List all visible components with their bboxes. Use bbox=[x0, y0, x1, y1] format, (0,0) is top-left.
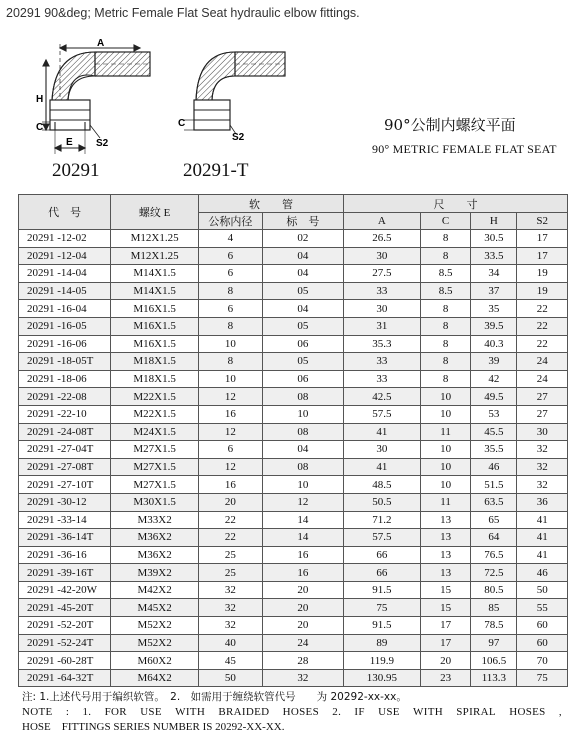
table-cell: 16 bbox=[199, 476, 263, 494]
dim-c-label-t: C bbox=[178, 118, 186, 129]
table-row bbox=[19, 458, 568, 476]
table-cell: 30 bbox=[517, 423, 568, 441]
table-cell: 22 bbox=[199, 511, 263, 529]
table-cell: 02 bbox=[262, 230, 343, 248]
table-cell: 49.5 bbox=[471, 388, 517, 406]
note-english-line1 bbox=[22, 705, 562, 720]
note-word: WITH bbox=[175, 706, 206, 718]
table-cell: 05 bbox=[262, 282, 343, 300]
table-cell: 97 bbox=[471, 634, 517, 652]
drawing-20291-t bbox=[184, 52, 285, 134]
table-cell: 30 bbox=[343, 247, 420, 265]
table-cell: 10 bbox=[420, 388, 471, 406]
table-cell: 8 bbox=[420, 370, 471, 388]
table-cell: 57.5 bbox=[343, 405, 420, 423]
table-row bbox=[19, 265, 568, 283]
table-cell: 06 bbox=[262, 335, 343, 353]
table-cell: 14 bbox=[262, 511, 343, 529]
table-cell: 50 bbox=[517, 581, 568, 599]
table-cell: 57.5 bbox=[343, 529, 420, 547]
table-cell: 04 bbox=[262, 441, 343, 459]
table-cell: 20 bbox=[262, 617, 343, 635]
table-cell: 10 bbox=[420, 458, 471, 476]
table-cell: 41 bbox=[517, 529, 568, 547]
table-cell: M14X1.5 bbox=[111, 265, 199, 283]
table-cell: 41 bbox=[517, 546, 568, 564]
table-row bbox=[19, 388, 568, 406]
table-cell: 06 bbox=[262, 370, 343, 388]
table-cell: 20291 -42-20W bbox=[19, 581, 111, 599]
table-row bbox=[19, 317, 568, 335]
table-cell: 130.95 bbox=[343, 669, 420, 687]
table-row bbox=[19, 599, 568, 617]
caption-20291: 20291 bbox=[52, 160, 100, 181]
table-cell: 13 bbox=[420, 529, 471, 547]
table-cell: 24 bbox=[517, 353, 568, 371]
table-cell: M22X1.5 bbox=[111, 388, 199, 406]
table-cell: 32 bbox=[199, 599, 263, 617]
table-cell: 20291 -60-28T bbox=[19, 652, 111, 670]
table-cell: 8.5 bbox=[420, 282, 471, 300]
table-cell: 10 bbox=[420, 441, 471, 459]
table-cell: M36X2 bbox=[111, 529, 199, 547]
table-cell: 35.3 bbox=[343, 335, 420, 353]
table-cell: 75 bbox=[343, 599, 420, 617]
table-cell: 20291 -27-10T bbox=[19, 476, 111, 494]
table-cell: 51.5 bbox=[471, 476, 517, 494]
table-cell: 04 bbox=[262, 300, 343, 318]
table-cell: 12 bbox=[262, 493, 343, 511]
table-cell: 19 bbox=[517, 282, 568, 300]
table-cell: M64X2 bbox=[111, 669, 199, 687]
table-cell: 33 bbox=[343, 353, 420, 371]
table-cell: 45.5 bbox=[471, 423, 517, 441]
header-thread: 螺纹 E bbox=[111, 195, 199, 230]
table-cell: 20291 -27-08T bbox=[19, 458, 111, 476]
table-cell: 31 bbox=[343, 317, 420, 335]
table-cell: M16X1.5 bbox=[111, 335, 199, 353]
table-cell: 30 bbox=[343, 300, 420, 318]
table-cell: 20291 -12-02 bbox=[19, 230, 111, 248]
table-cell: M16X1.5 bbox=[111, 317, 199, 335]
table-cell: 12 bbox=[199, 388, 263, 406]
table-cell: M36X2 bbox=[111, 546, 199, 564]
table-cell: 39.5 bbox=[471, 317, 517, 335]
table-cell: M42X2 bbox=[111, 581, 199, 599]
table-cell: 20291 -18-06 bbox=[19, 370, 111, 388]
table-cell: 20 bbox=[199, 493, 263, 511]
table-cell: 8 bbox=[420, 300, 471, 318]
table-cell: M14X1.5 bbox=[111, 282, 199, 300]
table-cell: 60 bbox=[517, 634, 568, 652]
table-cell: M22X1.5 bbox=[111, 405, 199, 423]
table-cell: M12X1.25 bbox=[111, 247, 199, 265]
header-h: H bbox=[471, 213, 517, 230]
table-cell: M39X2 bbox=[111, 564, 199, 582]
header-hose: 软 管 bbox=[199, 195, 344, 213]
table-cell: 91.5 bbox=[343, 581, 420, 599]
table-cell: 37 bbox=[471, 282, 517, 300]
table-cell: 33 bbox=[343, 282, 420, 300]
table-cell: 63.5 bbox=[471, 493, 517, 511]
table-cell: 65 bbox=[471, 511, 517, 529]
table-cell: 12 bbox=[199, 423, 263, 441]
table-row bbox=[19, 617, 568, 635]
table-cell: 20291 -24-08T bbox=[19, 423, 111, 441]
table-row bbox=[19, 441, 568, 459]
table-cell: 22 bbox=[517, 300, 568, 318]
table-cell: 20291 -36-14T bbox=[19, 529, 111, 547]
table-cell: M33X2 bbox=[111, 511, 199, 529]
table-cell: 8 bbox=[199, 282, 263, 300]
table-cell: 24 bbox=[517, 370, 568, 388]
table-cell: 119.9 bbox=[343, 652, 420, 670]
header-size: 尺 寸 bbox=[343, 195, 567, 213]
note-word: NOTE bbox=[22, 706, 53, 718]
table-cell: 8 bbox=[420, 353, 471, 371]
table-cell: 35.5 bbox=[471, 441, 517, 459]
table-cell: 15 bbox=[420, 581, 471, 599]
table-cell: 20291 -16-06 bbox=[19, 335, 111, 353]
table-cell: 8 bbox=[420, 230, 471, 248]
spec-table-body bbox=[19, 230, 568, 687]
table-cell: M52X2 bbox=[111, 617, 199, 635]
table-cell: 30 bbox=[343, 441, 420, 459]
table-cell: 24 bbox=[262, 634, 343, 652]
table-cell: 25 bbox=[199, 564, 263, 582]
table-row bbox=[19, 634, 568, 652]
dim-a-label: A bbox=[97, 38, 105, 49]
table-cell: 20291 -45-20T bbox=[19, 599, 111, 617]
table-row bbox=[19, 353, 568, 371]
table-cell: 75 bbox=[517, 669, 568, 687]
table-cell: 33 bbox=[343, 370, 420, 388]
table-cell: 30.5 bbox=[471, 230, 517, 248]
table-cell: 85 bbox=[471, 599, 517, 617]
table-cell: 20291 -52-24T bbox=[19, 634, 111, 652]
table-row bbox=[19, 493, 568, 511]
table-cell: 17 bbox=[420, 634, 471, 652]
table-cell: 8 bbox=[420, 247, 471, 265]
table-cell: 13 bbox=[420, 511, 471, 529]
table-cell: 20291 -18-05T bbox=[19, 353, 111, 371]
table-row bbox=[19, 335, 568, 353]
table-cell: 20291 -14-04 bbox=[19, 265, 111, 283]
table-row bbox=[19, 669, 568, 687]
table-cell: 20291 -64-32T bbox=[19, 669, 111, 687]
header-hose-dn: 公称内径 bbox=[199, 213, 263, 230]
table-cell: 22 bbox=[199, 529, 263, 547]
table-cell: 22 bbox=[517, 335, 568, 353]
table-cell: 35 bbox=[471, 300, 517, 318]
table-cell: 20291 -36-16 bbox=[19, 546, 111, 564]
table-cell: 32 bbox=[199, 581, 263, 599]
note-word: IF bbox=[354, 706, 365, 718]
table-row bbox=[19, 652, 568, 670]
table-cell: 11 bbox=[420, 493, 471, 511]
table-cell: 60 bbox=[517, 617, 568, 635]
table-cell: 32 bbox=[517, 476, 568, 494]
note-word: , bbox=[558, 706, 562, 718]
table-row bbox=[19, 564, 568, 582]
table-cell: 46 bbox=[517, 564, 568, 582]
table-cell: 80.5 bbox=[471, 581, 517, 599]
table-cell: 16 bbox=[199, 405, 263, 423]
table-cell: 8 bbox=[420, 335, 471, 353]
table-cell: M30X1.5 bbox=[111, 493, 199, 511]
table-cell: 72.5 bbox=[471, 564, 517, 582]
table-cell: 48.5 bbox=[343, 476, 420, 494]
table-cell: 42 bbox=[471, 370, 517, 388]
table-cell: 05 bbox=[262, 353, 343, 371]
table-cell: 40 bbox=[199, 634, 263, 652]
table-row bbox=[19, 581, 568, 599]
table-cell: 66 bbox=[343, 546, 420, 564]
table-cell: 64 bbox=[471, 529, 517, 547]
table-row bbox=[19, 370, 568, 388]
table-cell: 14 bbox=[262, 529, 343, 547]
table-cell: 8 bbox=[420, 317, 471, 335]
table-cell: 6 bbox=[199, 441, 263, 459]
dim-c-label: C bbox=[36, 122, 44, 133]
table-cell: 4 bbox=[199, 230, 263, 248]
table-row bbox=[19, 300, 568, 318]
note-word: HOSES bbox=[282, 706, 319, 718]
table-cell: 20291 -52-20T bbox=[19, 617, 111, 635]
table-cell: 70 bbox=[517, 652, 568, 670]
note-english-line2: HOSE FITTINGS SERIES NUMBER IS 20292-XX-XX. bbox=[22, 721, 285, 733]
table-cell: 08 bbox=[262, 423, 343, 441]
table-cell: 04 bbox=[262, 247, 343, 265]
note-word: USE bbox=[378, 706, 400, 718]
table-cell: 05 bbox=[262, 317, 343, 335]
table-cell: 6 bbox=[199, 247, 263, 265]
table-cell: 76.5 bbox=[471, 546, 517, 564]
table-cell: 45 bbox=[199, 652, 263, 670]
table-row bbox=[19, 511, 568, 529]
table-cell: 17 bbox=[517, 230, 568, 248]
table-row bbox=[19, 529, 568, 547]
table-cell: 08 bbox=[262, 458, 343, 476]
table-cell: 20 bbox=[262, 599, 343, 617]
table-cell: 113.3 bbox=[471, 669, 517, 687]
table-row bbox=[19, 247, 568, 265]
table-row bbox=[19, 230, 568, 248]
table-cell: 20291 -27-04T bbox=[19, 441, 111, 459]
table-cell: M16X1.5 bbox=[111, 300, 199, 318]
note-word: FOR bbox=[104, 706, 127, 718]
table-cell: 10 bbox=[199, 335, 263, 353]
table-cell: 10 bbox=[420, 476, 471, 494]
table-cell: M18X1.5 bbox=[111, 353, 199, 371]
table-cell: 20 bbox=[262, 581, 343, 599]
table-cell: 20291 -16-05 bbox=[19, 317, 111, 335]
table-row bbox=[19, 476, 568, 494]
table-cell: 41 bbox=[343, 458, 420, 476]
table-cell: 32 bbox=[199, 617, 263, 635]
table-cell: 27 bbox=[517, 405, 568, 423]
table-cell: 15 bbox=[420, 599, 471, 617]
note-word: 2. bbox=[332, 706, 342, 718]
table-cell: 41 bbox=[343, 423, 420, 441]
caption-20291-t: 20291-T bbox=[183, 160, 249, 181]
table-cell: 13 bbox=[420, 546, 471, 564]
header-s2: S2 bbox=[517, 213, 568, 230]
table-cell: M27X1.5 bbox=[111, 441, 199, 459]
table-cell: M45X2 bbox=[111, 599, 199, 617]
title-chinese: 90°公制内螺纹平面 bbox=[384, 116, 516, 134]
table-cell: M18X1.5 bbox=[111, 370, 199, 388]
table-cell: 19 bbox=[517, 265, 568, 283]
table-cell: 11 bbox=[420, 423, 471, 441]
table-cell: 6 bbox=[199, 265, 263, 283]
note-word: : bbox=[65, 706, 70, 718]
table-cell: 20291 -12-04 bbox=[19, 247, 111, 265]
table-row bbox=[19, 282, 568, 300]
table-cell: 08 bbox=[262, 388, 343, 406]
table-cell: 66 bbox=[343, 564, 420, 582]
table-cell: 27 bbox=[517, 388, 568, 406]
table-cell: 106.5 bbox=[471, 652, 517, 670]
table-cell: 50.5 bbox=[343, 493, 420, 511]
table-cell: 42.5 bbox=[343, 388, 420, 406]
table-cell: 40.3 bbox=[471, 335, 517, 353]
notes bbox=[22, 690, 562, 735]
table-cell: 22 bbox=[517, 317, 568, 335]
header-code: 代 号 bbox=[19, 195, 111, 230]
table-cell: 91.5 bbox=[343, 617, 420, 635]
table-cell: 16 bbox=[262, 564, 343, 582]
table-cell: 33.5 bbox=[471, 247, 517, 265]
title-english: 90° METRIC FEMALE FLAT SEAT bbox=[372, 142, 557, 156]
table-cell: M27X1.5 bbox=[111, 458, 199, 476]
table-cell: M60X2 bbox=[111, 652, 199, 670]
table-cell: 10 bbox=[262, 405, 343, 423]
table-cell: 10 bbox=[262, 476, 343, 494]
table-cell: 17 bbox=[517, 247, 568, 265]
table-row bbox=[19, 405, 568, 423]
table-cell: 8 bbox=[199, 317, 263, 335]
table-cell: 25 bbox=[199, 546, 263, 564]
table-cell: 20291 -33-14 bbox=[19, 511, 111, 529]
table-cell: 27.5 bbox=[343, 265, 420, 283]
header-c: C bbox=[420, 213, 471, 230]
table-cell: 26.5 bbox=[343, 230, 420, 248]
table-cell: 39 bbox=[471, 353, 517, 371]
note-word: HOSES bbox=[509, 706, 546, 718]
table-cell: 20291 -22-10 bbox=[19, 405, 111, 423]
table-row bbox=[19, 423, 568, 441]
table-row bbox=[19, 546, 568, 564]
table-cell: 20291 -30-12 bbox=[19, 493, 111, 511]
dim-e-label: E bbox=[66, 137, 73, 148]
page-title: 20291 90&deg; Metric Female Flat Seat hydraulic elbow fittings. bbox=[6, 6, 360, 20]
table-cell: 8.5 bbox=[420, 265, 471, 283]
table-cell: 20291 -22-08 bbox=[19, 388, 111, 406]
spec-table bbox=[18, 194, 568, 687]
table-cell: 20 bbox=[420, 652, 471, 670]
note-word: SPIRAL bbox=[456, 706, 496, 718]
table-cell: 34 bbox=[471, 265, 517, 283]
table-cell: 16 bbox=[262, 546, 343, 564]
table-cell: 71.2 bbox=[343, 511, 420, 529]
table-cell: 10 bbox=[420, 405, 471, 423]
table-cell: 17 bbox=[420, 617, 471, 635]
table-cell: 20291 -39-16T bbox=[19, 564, 111, 582]
note-chinese: 注: 1.上述代号用于编织软管。 2. 如需用于缠绕软管代号 为 20292-xx-xx。 bbox=[22, 691, 407, 703]
table-cell: 53 bbox=[471, 405, 517, 423]
table-cell: 46 bbox=[471, 458, 517, 476]
table-cell: M27X1.5 bbox=[111, 476, 199, 494]
header-a: A bbox=[343, 213, 420, 230]
table-cell: M52X2 bbox=[111, 634, 199, 652]
dim-s2-label: S2 bbox=[96, 138, 109, 149]
table-cell: 36 bbox=[517, 493, 568, 511]
note-word: 1. bbox=[82, 706, 92, 718]
note-word: USE bbox=[140, 706, 162, 718]
table-cell: M12X1.25 bbox=[111, 230, 199, 248]
table-cell: 32 bbox=[517, 441, 568, 459]
table-cell: M24X1.5 bbox=[111, 423, 199, 441]
table-cell: 04 bbox=[262, 265, 343, 283]
table-cell: 6 bbox=[199, 300, 263, 318]
table-cell: 32 bbox=[262, 669, 343, 687]
table-cell: 23 bbox=[420, 669, 471, 687]
table-cell: 10 bbox=[199, 370, 263, 388]
table-cell: 12 bbox=[199, 458, 263, 476]
table-cell: 20291 -16-04 bbox=[19, 300, 111, 318]
table-cell: 20291 -14-05 bbox=[19, 282, 111, 300]
table-cell: 50 bbox=[199, 669, 263, 687]
dim-s2-label-t: S2 bbox=[232, 132, 245, 143]
header-hose-dash: 标 号 bbox=[262, 213, 343, 230]
note-word: BRAIDED bbox=[218, 706, 270, 718]
table-cell: 78.5 bbox=[471, 617, 517, 635]
table-cell: 32 bbox=[517, 458, 568, 476]
table-cell: 89 bbox=[343, 634, 420, 652]
dim-h-label: H bbox=[36, 94, 44, 105]
table-cell: 28 bbox=[262, 652, 343, 670]
table-cell: 41 bbox=[517, 511, 568, 529]
table-cell: 55 bbox=[517, 599, 568, 617]
table-cell: 8 bbox=[199, 353, 263, 371]
note-word: WITH bbox=[413, 706, 443, 718]
table-cell: 13 bbox=[420, 564, 471, 582]
